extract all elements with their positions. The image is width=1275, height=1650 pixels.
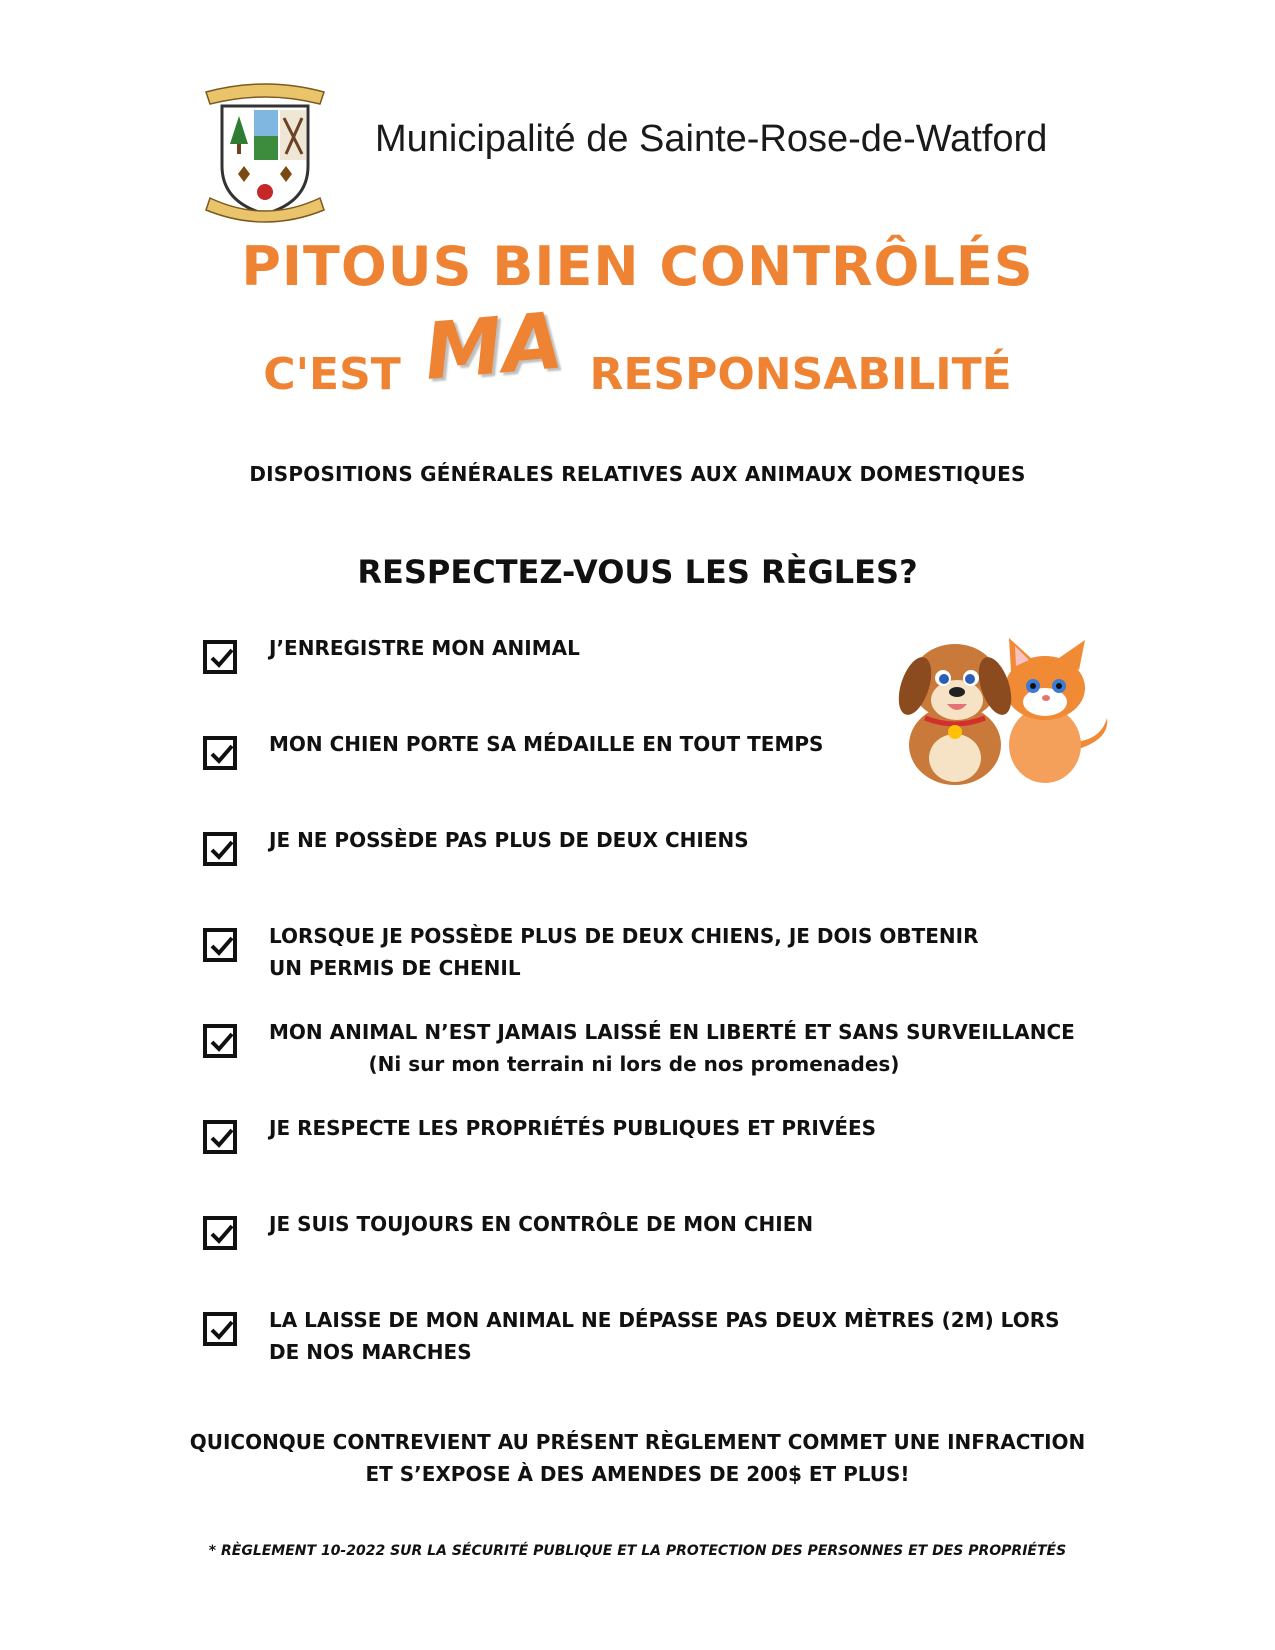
checkbox-checked — [203, 1216, 237, 1250]
rules-question: RESPECTEZ-VOUS LES RÈGLES? — [357, 553, 918, 591]
checkbox-checked — [203, 832, 237, 866]
rule-text: MON CHIEN PORTE SA MÉDAILLE EN TOUT TEMPS — [269, 732, 824, 756]
title-line-1: PITOUS BIEN CONTRÔLÉS — [241, 235, 1034, 298]
checkbox-checked — [203, 736, 237, 770]
municipal-crest-logo — [200, 74, 330, 224]
rule-text — [269, 1016, 1079, 1080]
rule-text: JE SUIS TOUJOURS EN CONTRÔLE DE MON CHIEN — [269, 1212, 814, 1236]
rule-main-text: MON ANIMAL N’EST JAMAIS LAISSÉ EN LIBERTÉ ET SANS SURVEILLANCE — [269, 1020, 1075, 1044]
title-line-2-before: C'EST — [263, 349, 401, 400]
rule-text: JE RESPECTE LES PROPRIÉTÉS PUBLIQUES ET PRIVÉES — [269, 1116, 877, 1140]
rule-text: J’ENREGISTRE MON ANIMAL — [269, 636, 580, 660]
checkbox-checked — [203, 928, 237, 962]
regulation-footnote: * RÈGLEMENT 10-2022 SUR LA SÉCURITÉ PUBLIQUE ET LA PROTECTION DES PERSONNES ET DES PROPRIÉTÉS — [208, 1543, 1067, 1559]
municipality-name: Municipalité de Sainte-Rose-de-Watford — [375, 118, 1048, 160]
penalty-warning — [0, 1426, 1275, 1490]
penalty-warning-line-2: ET S’EXPOSE À DES AMENDES DE 200$ ET PLUS! — [365, 1462, 910, 1486]
checkbox-checked — [203, 1120, 237, 1154]
penalty-warning-line-1: QUICONQUE CONTREVIENT AU PRÉSENT RÈGLEMENT COMMET UNE INFRACTION — [189, 1430, 1086, 1454]
rule-sub-text: (Ni sur mon terrain ni lors de nos promenades) — [368, 1052, 900, 1076]
title-line-2-after: RESPONSABILITÉ — [589, 349, 1012, 400]
rule-text: LORSQUE JE POSSÈDE PLUS DE DEUX CHIENS, JE DOIS OBTENIR UN PERMIS DE CHENIL — [269, 924, 979, 980]
rule-text: LA LAISSE DE MON ANIMAL NE DÉPASSE PAS DEUX MÈTRES (2M) LORS DE NOS MARCHES — [269, 1308, 1060, 1364]
checkbox-checked — [203, 1024, 237, 1058]
checkbox-checked — [203, 640, 237, 674]
title-emphasis-ma: MA — [421, 296, 567, 398]
checkbox-checked — [203, 1312, 237, 1346]
title-line-2 — [0, 296, 1275, 408]
dispositions-heading: DISPOSITIONS GÉNÉRALES RELATIVES AUX ANIMAUX DOMESTIQUES — [249, 462, 1026, 486]
rule-text: JE NE POSSÈDE PAS PLUS DE DEUX CHIENS — [269, 828, 749, 852]
